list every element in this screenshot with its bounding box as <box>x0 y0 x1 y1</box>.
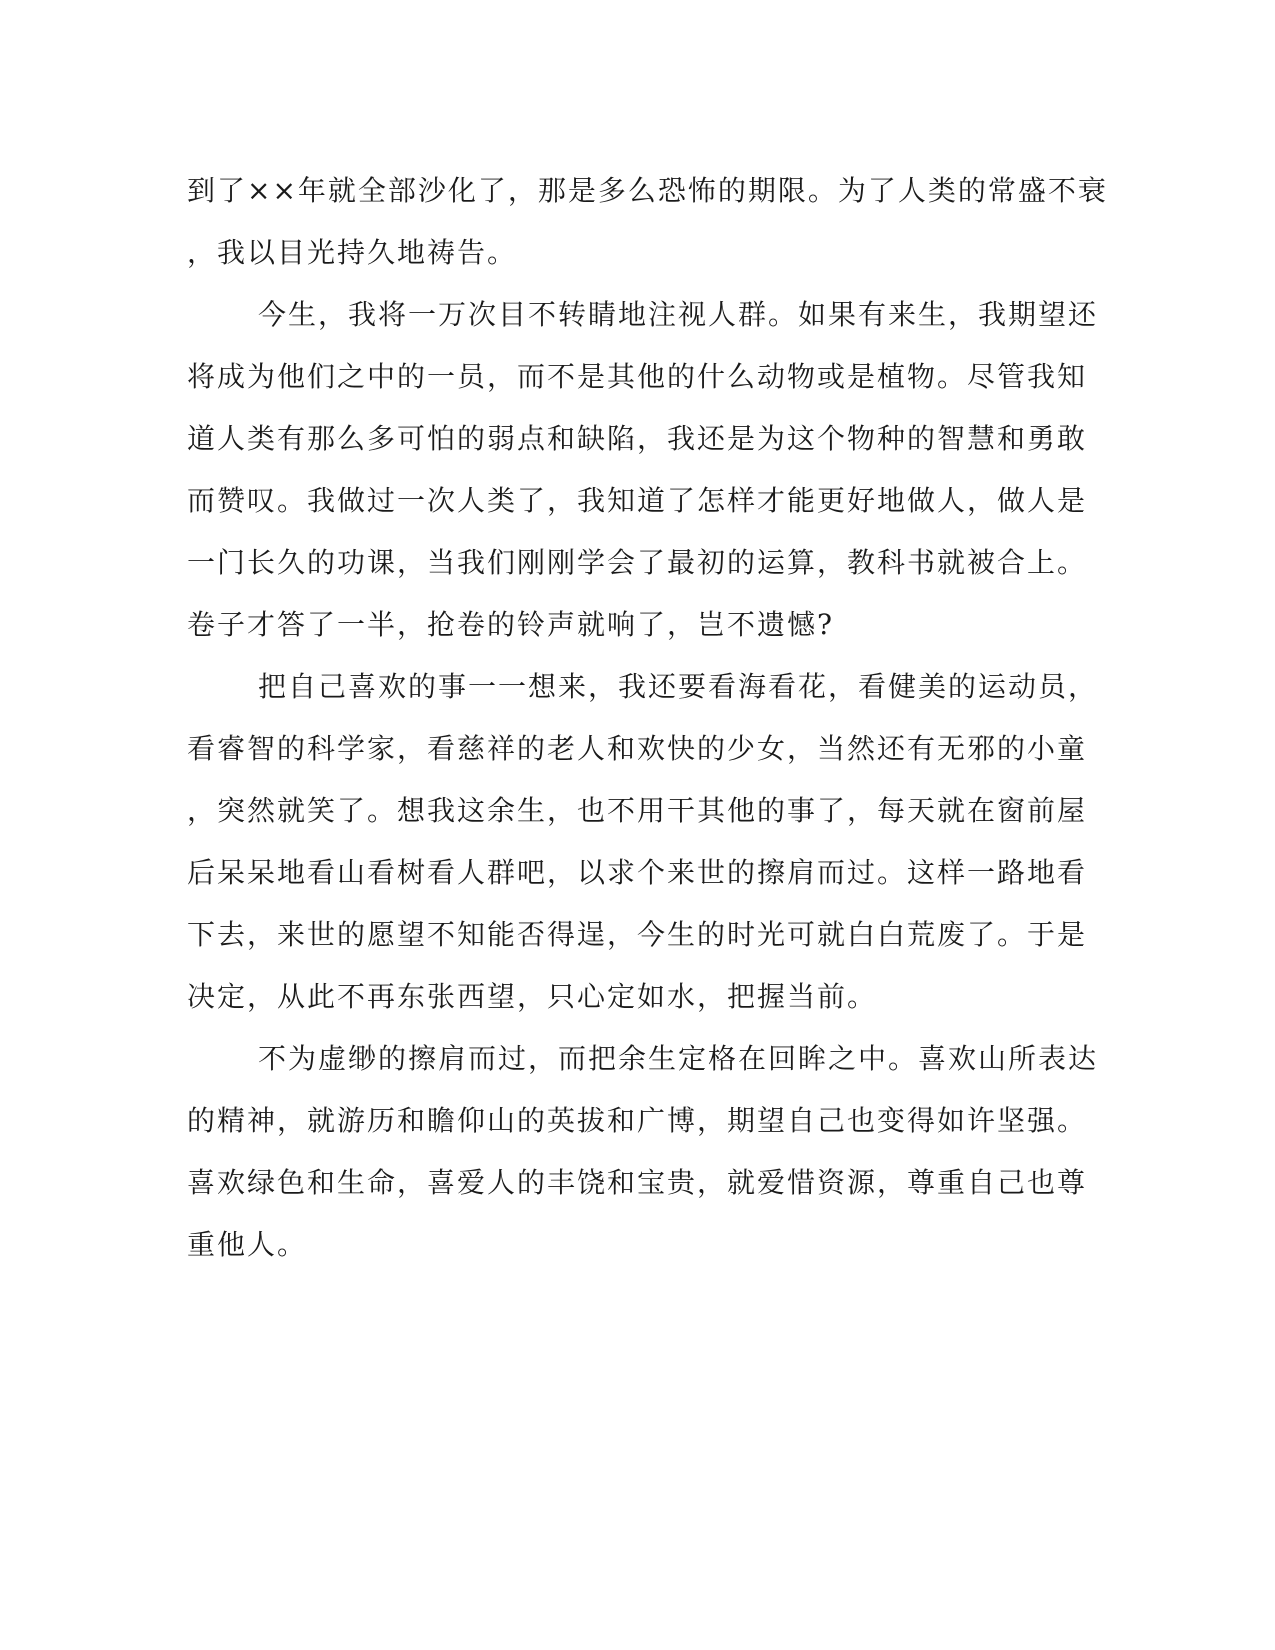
text-line: 今生，我将一万次目不转睛地注视人群。如果有来生，我期望还 <box>258 298 1099 331</box>
text-line: 道人类有那么多可怕的弱点和缺陷，我还是为这个物种的智慧和勇敢 <box>187 422 1088 455</box>
text-line: 决定，从此不再东张西望，只心定如水，把握当前。 <box>187 980 878 1013</box>
paragraph-2 <box>187 284 1099 656</box>
text-line: ，我以目光持久地祷告。 <box>187 236 518 269</box>
text-line: 不为虚缈的擦肩而过，而把余生定格在回眸之中。喜欢山所表达 <box>258 1042 1099 1075</box>
text-line: 卷子才答了一半，抢卷的铃声就响了，岂不遗憾? <box>187 608 835 641</box>
text-line: 看睿智的科学家，看慈祥的老人和欢快的少女，当然还有无邪的小童 <box>187 732 1088 765</box>
text-line: 到了××年就全部沙化了，那是多么恐怖的期限。为了人类的常盛不衰 <box>187 174 1108 207</box>
text-line: 把自己喜欢的事一一想来，我还要看海看花，看健美的运动员， <box>258 670 1099 703</box>
paragraph-3 <box>187 656 1099 1028</box>
text-line: 后呆呆地看山看树看人群吧，以求个来世的擦肩而过。这样一路地看 <box>187 856 1088 889</box>
text-line: 的精神，就游历和瞻仰山的英拔和广博，期望自己也变得如许坚强。 <box>187 1104 1088 1137</box>
text-line: 重他人。 <box>187 1228 308 1261</box>
paragraph-1 <box>187 160 1108 284</box>
text-line: 一门长久的功课，当我们刚刚学会了最初的运算，教科书就被合上。 <box>187 546 1088 579</box>
text-line: 将成为他们之中的一员，而不是其他的什么动物或是植物。尽管我知 <box>187 360 1088 393</box>
text-line: 而赞叹。我做过一次人类了，我知道了怎样才能更好地做人，做人是 <box>187 484 1088 517</box>
paragraph-4 <box>187 1028 1099 1276</box>
text-line: 喜欢绿色和生命，喜爱人的丰饶和宝贵，就爱惜资源，尊重自己也尊 <box>187 1166 1088 1199</box>
body-text <box>187 160 1108 1276</box>
text-line: ，突然就笑了。想我这余生，也不用干其他的事了，每天就在窗前屋 <box>187 794 1088 827</box>
text-line: 下去，来世的愿望不知能否得逞，今生的时光可就白白荒废了。于是 <box>187 918 1088 951</box>
